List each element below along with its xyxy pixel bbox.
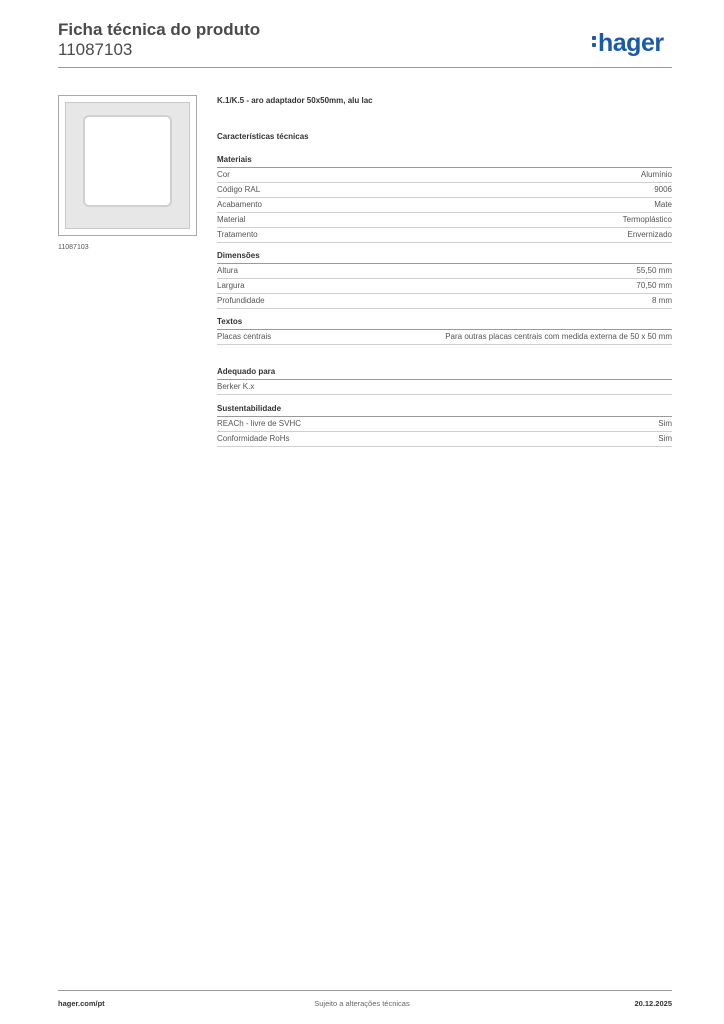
footer-date: 20.12.2025 xyxy=(634,999,672,1008)
spec-value: 55,50 mm xyxy=(636,266,672,275)
spec-row xyxy=(217,228,672,243)
spec-value: 8 mm xyxy=(652,296,672,305)
image-caption: 11087103 xyxy=(58,244,89,251)
spec-value: Para outras placas centrais com medida externa de 50 x 50 mm xyxy=(445,332,672,341)
group-title: Textos xyxy=(217,317,672,330)
spec-row xyxy=(217,279,672,294)
spec-label: Cor xyxy=(217,170,230,179)
spec-label: REACh - livre de SVHC xyxy=(217,419,302,428)
spec-label: Acabamento xyxy=(217,200,262,209)
spec-value: Termoplástico xyxy=(622,215,672,224)
spec-row xyxy=(217,183,672,198)
document-header xyxy=(58,20,260,60)
footer-divider xyxy=(58,990,672,991)
group-materiais xyxy=(217,155,672,243)
spec-label: Conformidade RoHs xyxy=(217,434,290,443)
spec-label: Altura xyxy=(217,266,238,275)
footer-notice: Sujeito a alterações técnicas xyxy=(314,999,410,1008)
spec-row xyxy=(217,168,672,183)
spec-value: Mate xyxy=(654,200,672,209)
spec-row xyxy=(217,417,672,432)
section-heading: Características técnicas xyxy=(217,132,309,141)
spec-label: Material xyxy=(217,215,246,224)
group-textos xyxy=(217,317,672,345)
spec-row xyxy=(217,213,672,228)
spec-row xyxy=(217,198,672,213)
spec-row xyxy=(217,330,672,345)
spec-value: 70,50 mm xyxy=(636,281,672,290)
product-image xyxy=(58,95,197,236)
spec-row xyxy=(217,380,672,395)
group-title: Sustentabilidade xyxy=(217,404,672,417)
hager-logo xyxy=(592,29,664,57)
spec-value: 9006 xyxy=(654,185,672,194)
group-title: Materiais xyxy=(217,155,672,168)
page-title: Ficha técnica do produto xyxy=(58,20,261,39)
spec-label: Código RAL xyxy=(217,185,261,194)
group-sustentabilidade xyxy=(217,404,672,447)
group-title: Adequado para xyxy=(217,367,672,380)
spec-value: Envernizado xyxy=(627,230,672,239)
adapter-frame-opening xyxy=(83,115,172,207)
footer-website: hager.com/pt xyxy=(58,999,105,1008)
group-adequado xyxy=(217,367,672,395)
spec-row xyxy=(217,264,672,279)
spec-row xyxy=(217,294,672,309)
spec-label: Berker K.x xyxy=(217,382,255,391)
spec-label: Largura xyxy=(217,281,245,290)
spec-value: Alumínio xyxy=(640,170,672,179)
header-divider xyxy=(58,67,672,68)
spec-value: Sim xyxy=(658,434,672,443)
spec-label: Tratamento xyxy=(217,230,258,239)
product-name: K.1/K.5 - aro adaptador 50x50mm, alu lac xyxy=(217,96,373,105)
logo-dots-icon xyxy=(592,33,596,49)
spec-value: Sim xyxy=(658,419,672,428)
logo-text: hager xyxy=(598,29,664,57)
product-number: 11087103 xyxy=(58,40,133,59)
group-title: Dimensões xyxy=(217,251,672,264)
adapter-frame-outer xyxy=(65,102,190,229)
spec-label: Placas centrais xyxy=(217,332,272,341)
spec-row xyxy=(217,432,672,447)
group-dimensoes xyxy=(217,251,672,309)
spec-label: Profundidade xyxy=(217,296,265,305)
product-details xyxy=(217,96,672,447)
